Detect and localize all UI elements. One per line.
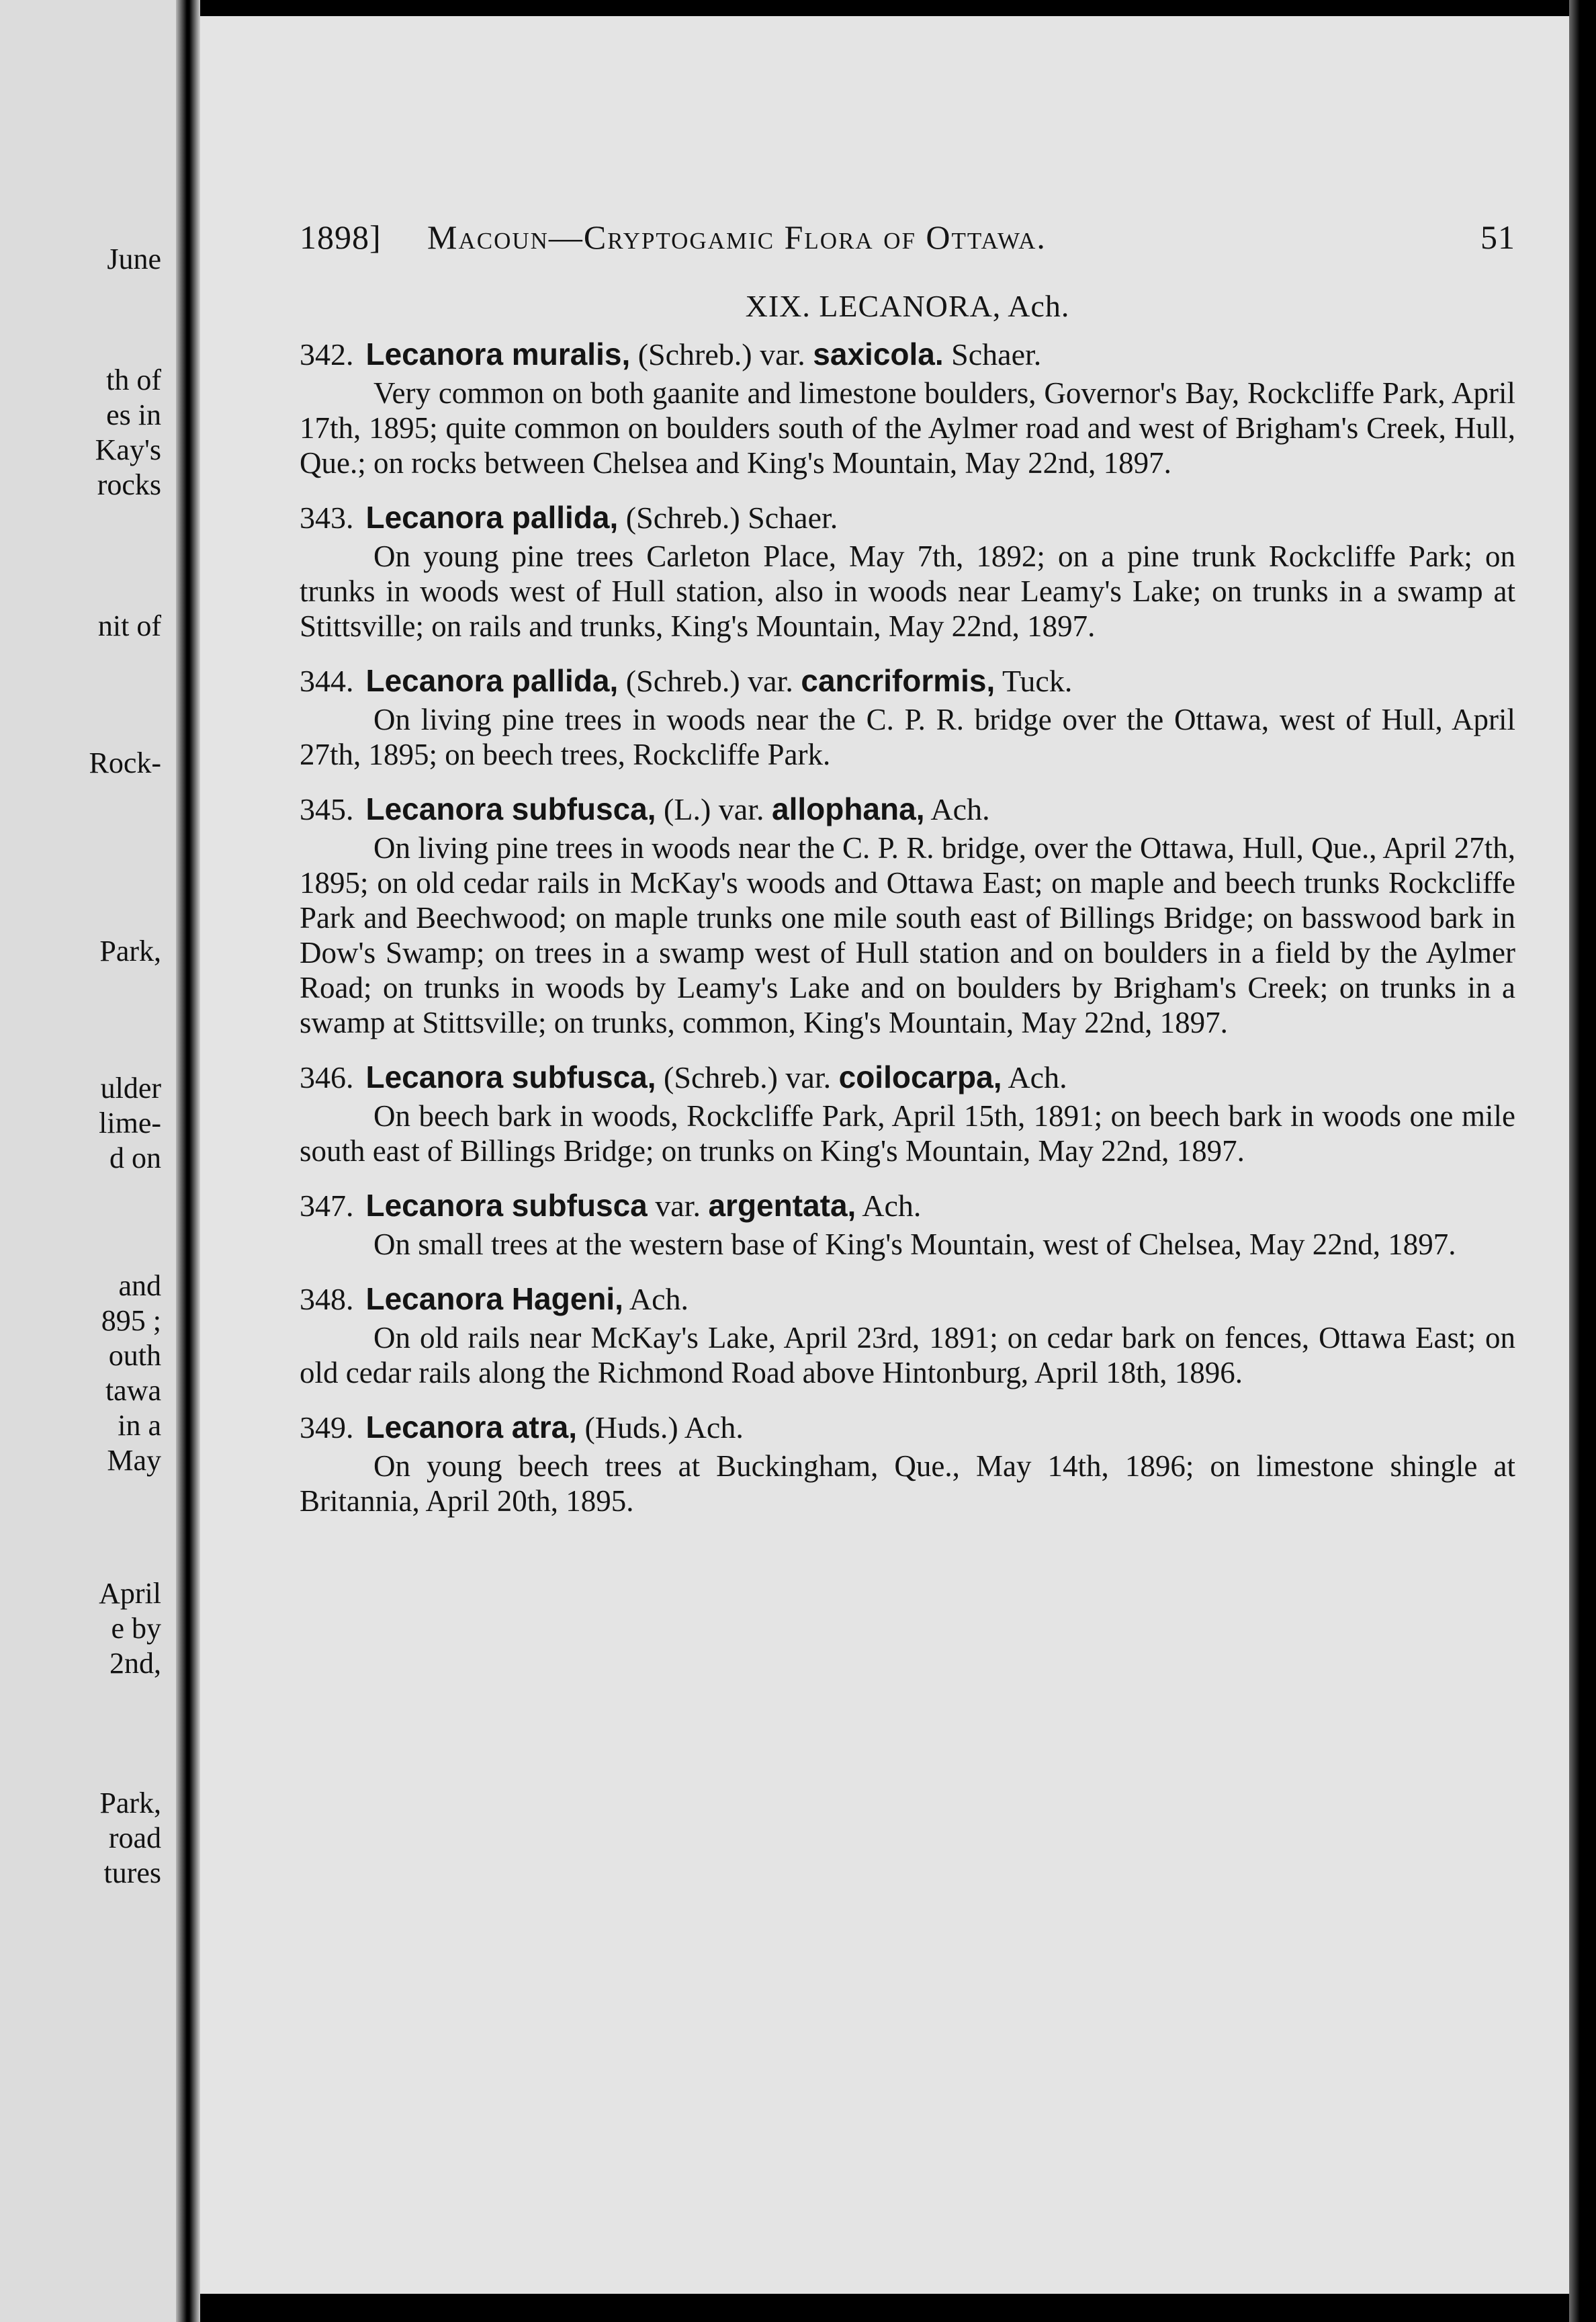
species-name: Lecanora muralis, (365, 337, 631, 372)
species-name: Lecanora pallida, (365, 500, 619, 535)
left-fragment: tawa (105, 1374, 161, 1407)
scan-top-border (200, 0, 1569, 16)
entry-description: On small trees at the western base of King's Mountain, west of Chelsea, May 22nd, 1897. (373, 1228, 1456, 1261)
left-fragment: April (99, 1577, 161, 1610)
species-entry (300, 333, 1515, 480)
left-fragment: ulder (100, 1072, 161, 1105)
species-name: Lecanora atra, (365, 1410, 577, 1445)
species-name: Lecanora subfusca, (365, 791, 656, 826)
variety-name: allophana, (771, 791, 925, 826)
entry-heading (300, 788, 1515, 830)
variety-authority: Ach. (856, 1189, 922, 1223)
entry-heading (300, 660, 1515, 702)
left-fragment: e by (111, 1612, 161, 1645)
left-fragment: Kay's (95, 433, 161, 466)
entry-number: 345. (300, 792, 354, 826)
variety-name: saxicola. (813, 337, 944, 372)
authority: (Schreb.) var. (630, 337, 813, 372)
left-fragment: Rock- (89, 746, 161, 779)
left-fragment: May (107, 1444, 161, 1477)
left-fragment: th of (106, 363, 161, 396)
left-fragment: and (118, 1269, 161, 1302)
species-name: Lecanora pallida, (365, 663, 619, 698)
species-entry (300, 788, 1515, 1040)
left-fragment: rocks (97, 468, 161, 501)
variety-authority: Ach. (924, 792, 990, 826)
book-gutter (176, 0, 200, 2322)
entry-number: 348. (300, 1282, 354, 1316)
species-entry (300, 1056, 1515, 1168)
entry-number: 343. (300, 501, 354, 535)
species-entry (300, 497, 1515, 644)
entry-heading (300, 333, 1515, 376)
variety-authority: Tuck. (995, 664, 1073, 698)
entry-heading (300, 1185, 1515, 1227)
left-fragment: tures (103, 1856, 161, 1889)
variety-name: cancriformis, (801, 663, 995, 698)
entry-number: 349. (300, 1410, 354, 1445)
left-fragment: nit of (97, 609, 161, 642)
entry-description: On living pine trees in woods near the C. P. R. bridge over the Ottawa, west of Hull, April 27th, 1895; on beech trees, Rockcliffe Park. (300, 703, 1515, 771)
left-fragment: 2nd, (109, 1647, 161, 1680)
species-entry (300, 660, 1515, 772)
entry-description: On living pine trees in woods near the C. P. R. bridge, over the Ottawa, Hull, Que., April 27th, 1895; on old cedar rails in McKay's woods and Ottawa East; on maple and beech trunks Rockcliffe Park and Beechwood; on maple trunks one mile south east of Billings Bridge; on basswood bark in Dow's Swamp; on trees in a swamp west of Hull station and on boulders in a field by the Aylmer Road; on trunks in woods by Leamy's Lake and on boulders by Brigham's Creek; on trunks in a swamp at Stittsville; on trunks, common, King's Mountain, May 22nd, 1897. (300, 831, 1515, 1039)
species-name: Lecanora subfusca (365, 1188, 648, 1223)
left-fragment: Park, (99, 935, 161, 968)
entry-number: 346. (300, 1060, 354, 1094)
variety-name: coilocarpa, (838, 1060, 1002, 1094)
left-page-text (0, 0, 176, 2322)
left-fragment: in a (118, 1409, 161, 1442)
species-entry (300, 1185, 1515, 1262)
entry-number: 347. (300, 1189, 354, 1223)
entry-heading (300, 1056, 1515, 1099)
running-header (300, 218, 1515, 271)
entry-description: Very common on both gaanite and limestone boulders, Governor's Bay, Rockcliffe Park, April 17th, 1895; quite common on boulders south of the Aylmer road and west of Brigham's Creek, Hull, Que.; on rocks between Chelsea and King's Mountain, May 22nd, 1897. (300, 376, 1515, 480)
left-facing-page (0, 0, 176, 2322)
authority: (Schreb.) var. (618, 664, 801, 698)
left-fragment: d on (109, 1142, 161, 1174)
section-title: XIX. LECANORA, Ach. (745, 289, 1070, 323)
entry-description: On young beech trees at Buckingham, Que., May 14th, 1896; on limestone shingle at Britannia, April 20th, 1895. (300, 1449, 1515, 1518)
entry-number: 344. (300, 664, 354, 698)
left-fragment: road (108, 1821, 161, 1854)
entry-description: On old rails near McKay's Lake, April 23rd, 1891; on cedar bark on fences, Ottawa East; on old cedar rails along the Richmond Road above Hintonburg, April 18th, 1896. (300, 1321, 1515, 1389)
authority: (Schreb.) var. (656, 1060, 839, 1094)
authority: (L.) var. (656, 792, 772, 826)
species-entry (300, 1278, 1515, 1390)
authority: Ach. (623, 1282, 689, 1316)
entry-heading (300, 1278, 1515, 1320)
left-fragment: es in (106, 398, 161, 431)
left-fragment: June (107, 243, 161, 275)
authority: (Huds.) Ach. (576, 1410, 744, 1445)
page-content (300, 218, 1515, 1535)
page-number: 51 (1480, 218, 1515, 256)
entry-heading (300, 497, 1515, 539)
entry-description: On young pine trees Carleton Place, May 7th, 1892; on a pine trunk Rockcliffe Park; on trunks in woods west of Hull station, also in woods near Leamy's Lake; on trunks in a swamp at Stittsville; on rails and trunks, King's Mountain, May 22nd, 1897. (300, 540, 1515, 643)
left-fragment: lime- (99, 1107, 161, 1140)
header-title: Macoun—Cryptogamic Flora of Ottawa. (427, 218, 1047, 256)
scan-right-border (1569, 0, 1596, 2322)
variety-name: argentata, (708, 1188, 856, 1223)
species-name: Lecanora Hageni, (365, 1281, 623, 1316)
scan-bottom-border (200, 2294, 1569, 2322)
header-year: 1898] (300, 218, 382, 256)
entry-heading (300, 1406, 1515, 1449)
authority: (Schreb.) Schaer. (618, 501, 838, 535)
variety-authority: Schaer. (943, 337, 1042, 372)
entry-description: On beech bark in woods, Rockcliffe Park, April 15th, 1891; on beech bark in woods one mile south east of Billings Bridge; on trunks on King's Mountain, May 22nd, 1897. (300, 1099, 1515, 1168)
species-entry (300, 1406, 1515, 1518)
left-fragment: Park, (99, 1787, 161, 1819)
entry-number: 342. (300, 337, 354, 372)
authority: var. (647, 1189, 709, 1223)
species-name: Lecanora subfusca, (365, 1060, 656, 1094)
left-fragment: 895 ; (101, 1304, 161, 1337)
variety-authority: Ach. (1002, 1060, 1067, 1094)
left-fragment: outh (108, 1339, 161, 1372)
main-page (200, 16, 1569, 2294)
